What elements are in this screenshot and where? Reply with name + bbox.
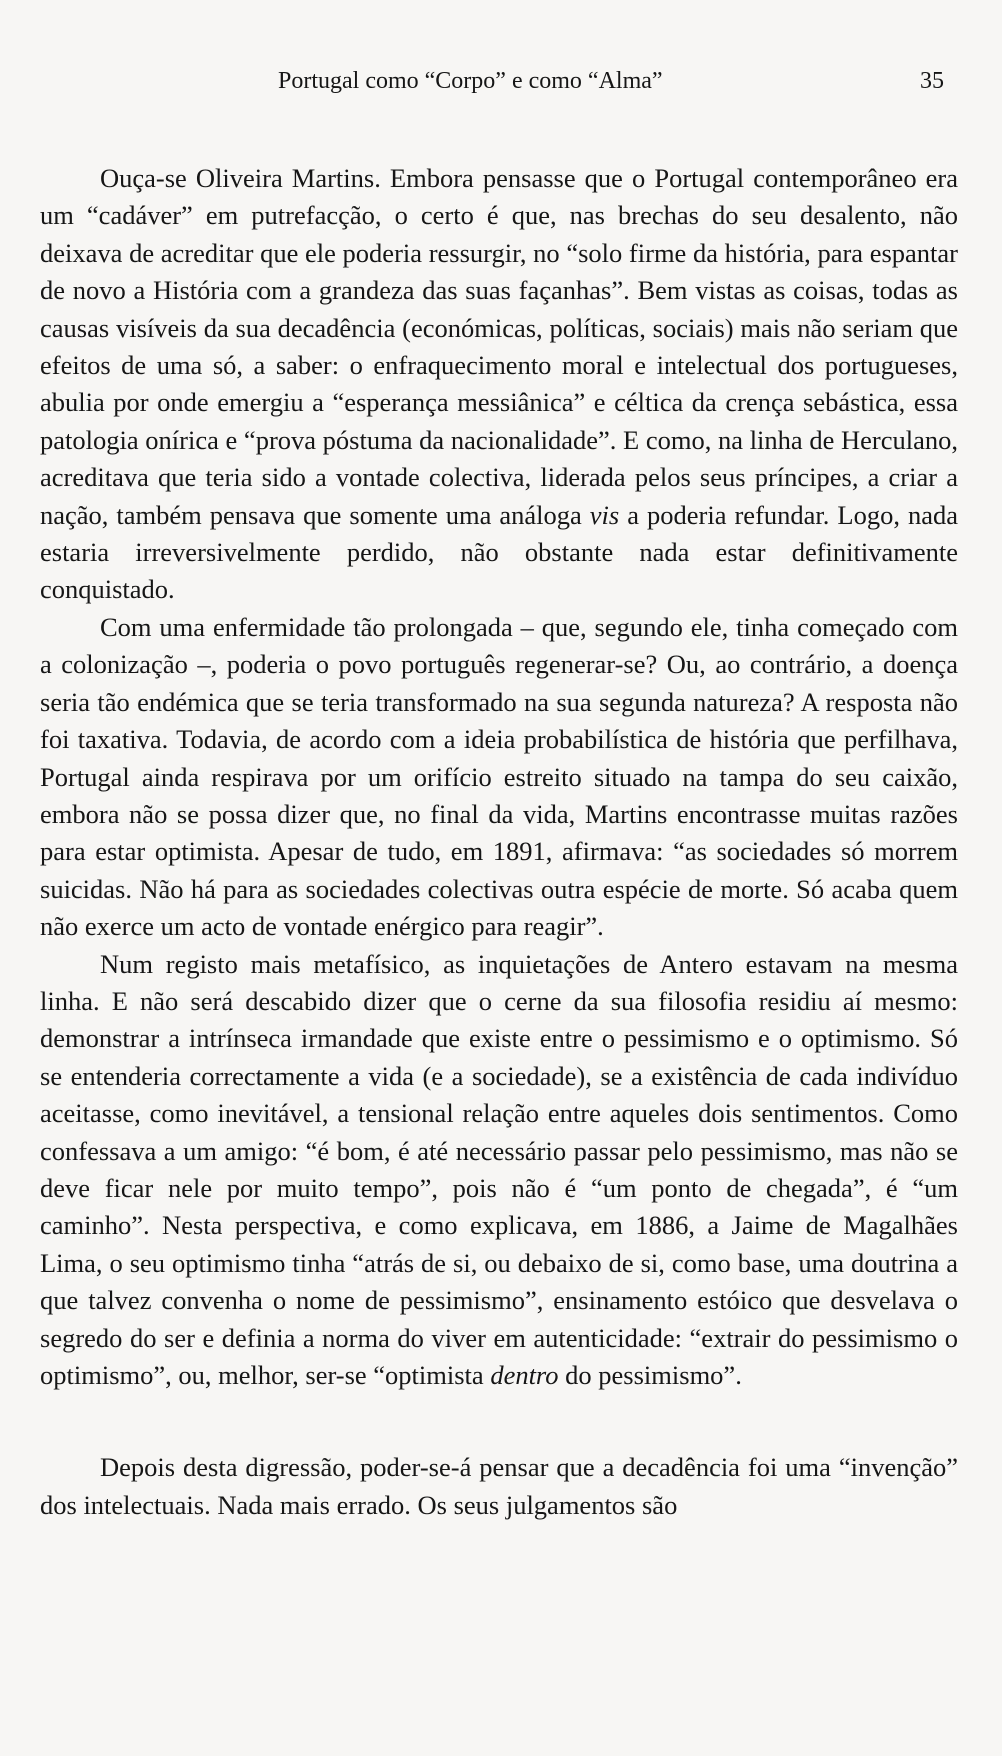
italic-run: dentro	[490, 1360, 559, 1390]
italic-run: vis	[589, 499, 620, 530]
paragraph-1	[40, 160, 958, 609]
running-header	[0, 63, 1002, 99]
paragraph-3	[40, 946, 958, 1395]
text-run: a poderia refundar. Logo, nada estaria irreversivelmente perdido, não obstante nada estar definitivamente conquistado.	[40, 499, 959, 605]
body-text	[40, 160, 958, 1524]
page-number: 35	[920, 68, 944, 94]
text-run: do pessimismo”.	[558, 1360, 742, 1390]
text-run: Ouça-se Oliveira Martins. Embora pensasse que o Portugal contemporâneo era um “cadáver” em putrefacção, o certo é que, nas brechas do seu desalento, não deixava de acreditar que ele poderia ressurgir, no “solo firme da história, para espantar de novo a História com a grandeza das suas façanhas”. Bem vistas as coisas, todas as causas visíveis da sua decadência (económicas, políticas, sociais) mais não seriam que efeitos de uma só, a saber: o enfraquecimento moral e intelectual dos portugueses, abulia por onde emergiu a “esperança messiânica” e céltica da crença sebástica, essa patologia onírica e “prova póstuma da nacionalidade”. E como, na linha de Herculano, acreditava que teria sido a vontade colectiva, liderada pelos seus príncipes, a criar a nação, também pensava que somente uma análoga	[40, 163, 958, 530]
paragraph-2	[40, 609, 958, 946]
text-run: Num registo mais metafísico, as inquietações de Antero estavam na mesma linha. E não será descabido dizer que o cerne da sua filosofia residiu aí mesmo: demonstrar a intrínseca irmandade que existe entre o pessimismo e o optimismo. Só se entenderia correctamente a vida (e a sociedade), se a existência de cada indivíduo aceitasse, como inevitável, a tensional relação entre aqueles dois sentimentos. Como confessava a um amigo: “é bom, é até necessário passar pelo pessimismo, mas não se deve ficar nele por muito tempo”, pois não é “um ponto de chegada”, é “um caminho”. Nesta perspectiva, e como explicava, em 1886, a Jaime de Magalhães Lima, o seu optimismo tinha “atrás de si, ou debaixo de si, como base, uma doutrina a que talvez convenha o nome de pessimismo”, ensinamento estóico que desvelava o segredo do ser e definia a norma do viver em autenticidade: “extrair do pessimismo o optimismo”, ou, melhor, ser-se “optimista	[40, 948, 958, 1390]
paragraph-4	[40, 1449, 958, 1524]
running-title: Portugal como “Corpo” e como “Alma”	[278, 68, 663, 94]
text-run: Depois desta digressão, poder-se-á pensar que a decadência foi uma “invenção” dos intelectuais. Nada mais errado. Os seus julgamentos são	[40, 1452, 958, 1520]
text-run: Com uma enfermidade tão prolongada – que, segundo ele, tinha começado com a colonização –, poderia o povo português regenerar-se? Ou, ao contrário, a doença seria tão endémica que se teria transformado na sua segunda natureza? A resposta não foi taxativa. Todavia, de acordo com a ideia probabilística de história que perfilhava, Portugal ainda respirava por um orifício estreito situado na tampa do seu caixão, embora não se possa dizer que, no final da vida, Martins encontrasse muitas razões para estar optimista. Apesar de tudo, em 1891, afirmava: “as sociedades só morrem suicidas. Não há para as sociedades colectivas outra espécie de morte. Só acaba quem não exerce um acto de vontade enérgico para reagir”.	[40, 611, 958, 942]
